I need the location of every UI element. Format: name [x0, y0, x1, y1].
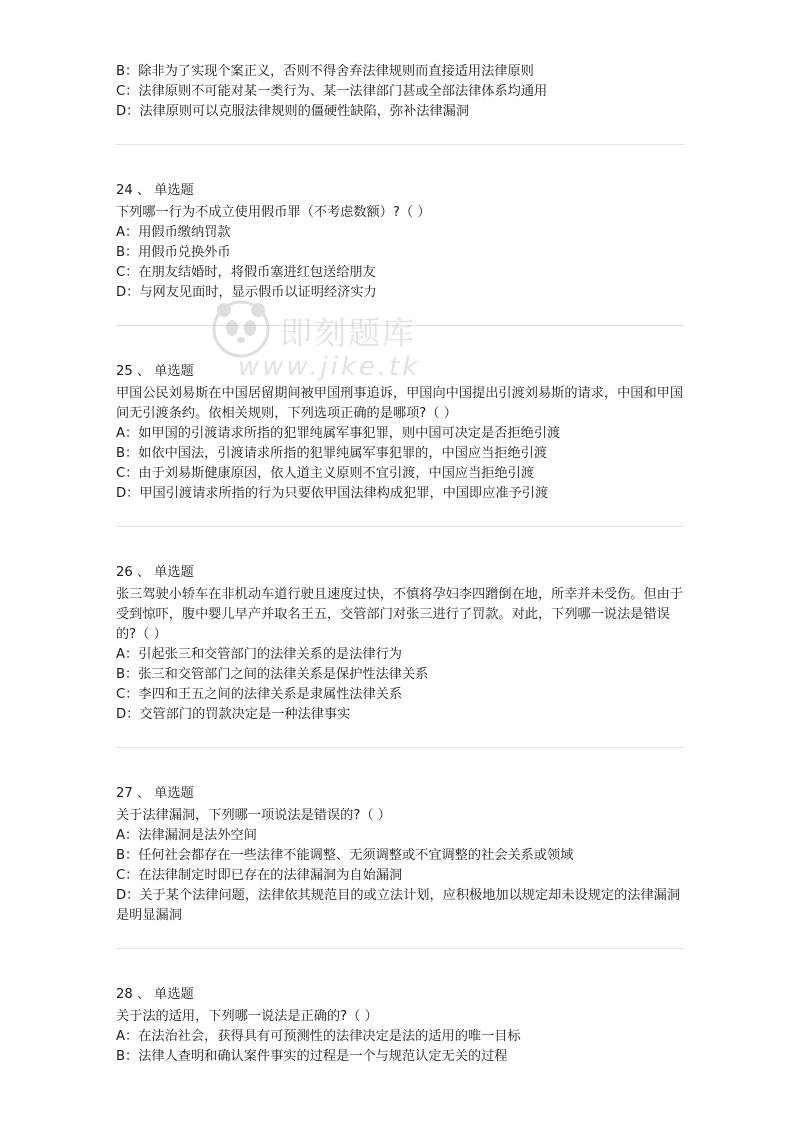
option-b[interactable]: B： 张三和交管部门之间的法律关系是保护性法律关系 — [116, 667, 429, 682]
divider — [116, 526, 684, 527]
question-27-header: 27 、 单选题 — [116, 786, 194, 801]
option-c[interactable]: C： 在法律制定时即已存在的法律漏洞为自始漏洞 — [116, 868, 403, 883]
question-25-stem: 甲国公民刘易斯在中国居留期间被甲国刑事追诉，甲国向中国提出引渡刘易斯的请求，中国和甲国间无引渡条约。依相关规则，下列选项正确的是哪项?（ ） — [116, 386, 684, 421]
option-c[interactable]: C： 李四和王五之间的法律关系是隶属性法律关系 — [116, 687, 403, 702]
option-b[interactable]: B： 法律人查明和确认案件事实的过程是一个与规范认定无关的过程 — [116, 1049, 508, 1064]
option-c[interactable]: C： 在朋友结婚时，将假币塞进红包送给朋友 — [116, 265, 376, 280]
question-28-stem: 关于法的适用，下列哪一说法是正确的?（ ） — [116, 1009, 378, 1024]
question-page — [116, 0, 686, 1067]
question-type: 单选题 — [154, 565, 194, 580]
question-25-header: 25 、 单选题 — [116, 364, 194, 379]
question-27-stem: 关于法律漏洞，下列哪一项说法是错误的?（ ） — [116, 808, 391, 823]
question-type: 单选题 — [154, 364, 194, 379]
option-b[interactable]: B： 如依中国法，引渡请求所指的犯罪纯属军事犯罪的，中国应当拒绝引渡 — [116, 446, 548, 461]
option-c[interactable]: C： 法律原则不可能对某一类行为、某一法律部门甚或全部法律体系均通用 — [116, 84, 548, 99]
option-d[interactable]: D： 甲国引渡请求所指的行为只要依甲国法律构成犯罪，中国即应准予引渡 — [116, 486, 549, 501]
option-a[interactable]: A： 如甲国的引渡请求所指的犯罪纯属军事犯罪，则中国可决定是否拒绝引渡 — [116, 426, 561, 441]
option-a[interactable]: A： 在法治社会，获得具有可预测性的法律决定是法的适用的唯一目标 — [116, 1029, 521, 1044]
option-b[interactable]: B： 任何社会都存在一些法律不能调整、无须调整或不宜调整的社会关系或领域 — [116, 848, 574, 863]
divider — [116, 948, 684, 949]
option-a[interactable]: A： 用假币缴纳罚款 — [116, 225, 231, 240]
option-a[interactable]: A： 引起张三和交管部门的法律关系的是法律行为 — [116, 647, 402, 662]
question-28-header: 28 、 单选题 — [116, 987, 194, 1002]
question-24-stem: 下列哪一行为不成立使用假币罪（不考虑数额）?（ ） — [116, 205, 431, 220]
divider — [116, 747, 684, 748]
question-type: 单选题 — [154, 183, 194, 198]
question-26-header: 26 、 单选题 — [116, 565, 194, 580]
option-c[interactable]: C： 由于刘易斯健康原因，依人道主义原则不宜引渡，中国应当拒绝引渡 — [116, 466, 535, 481]
watermark-brand: 即刻题库 — [280, 314, 417, 352]
option-d[interactable]: D： 交管部门的罚款决定是一种法律事实 — [116, 707, 351, 722]
question-type: 单选题 — [154, 987, 194, 1002]
divider — [116, 325, 684, 326]
option-d[interactable]: D：关于某个法律问题，法律依其规范目的或立法计划，应积极地加以规定却未设规定的法律漏洞是明显漏洞 — [116, 888, 681, 923]
question-26-stem: 张三驾驶小轿车在非机动车道行驶且速度过快，不慎将孕妇李四蹭倒在地，所幸并未受伤。但由于受到惊吓，腹中婴儿早产并取名王五，交管部门对张三进行了罚款。对此，下列哪一说法是错误的?（ ） — [116, 587, 684, 642]
watermark-url: www.jike.tk — [238, 352, 421, 382]
option-d[interactable]: D： 法律原则可以克服法律规则的僵硬性缺陷，弥补法律漏洞 — [116, 104, 470, 119]
option-a[interactable]: A： 法律漏洞是法外空间 — [116, 828, 257, 843]
option-d[interactable]: D： 与网友见面时，显示假币以证明经济实力 — [116, 285, 377, 300]
question-type: 单选题 — [154, 786, 194, 801]
question-24-header: 24 、 单选题 — [116, 183, 194, 198]
question-23-options — [116, 62, 686, 122]
option-b[interactable]: B： 除非为了实现个案正义，否则不得舍弃法律规则而直接适用法律原则 — [116, 64, 534, 79]
option-b[interactable]: B： 用假币兑换外币 — [116, 245, 231, 260]
divider — [116, 144, 684, 145]
